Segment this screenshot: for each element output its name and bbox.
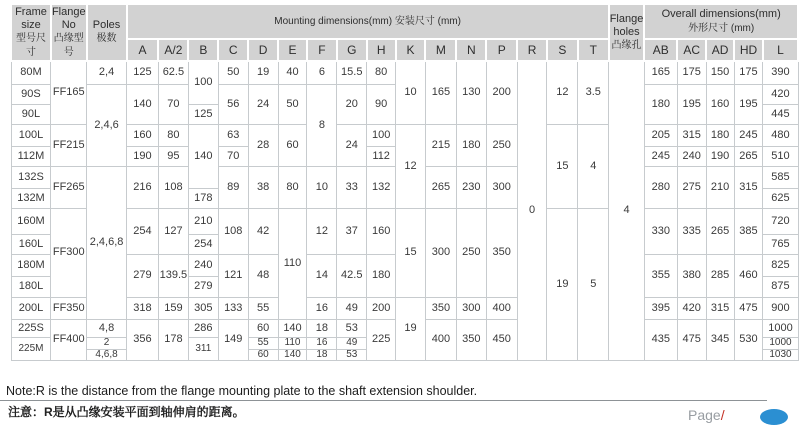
cell-frame: 132M: [11, 189, 51, 209]
col-header-frame-size-zh: 型号尺寸: [15, 33, 46, 58]
cell-E: 110: [278, 338, 307, 350]
cell-L: 825: [763, 255, 798, 277]
cell-frame: 80M: [11, 61, 51, 85]
col-header-ad: AD: [706, 39, 734, 60]
cell-HD: 460: [734, 255, 763, 298]
cell-HD: 265: [734, 147, 763, 167]
cell-AB: 165: [644, 61, 677, 85]
cell-L: 1000: [763, 338, 798, 350]
col-header-hd: HD: [734, 39, 763, 60]
cell-poles: 4,6,8: [87, 349, 127, 361]
dimension-table: [10, 3, 799, 361]
cell-C: 50: [218, 61, 248, 85]
col-header-s: S: [547, 39, 578, 60]
cell-N: 350: [456, 320, 486, 361]
cell-B: 140: [188, 125, 218, 189]
cell-D: 28: [248, 125, 278, 167]
cell-AD: 150: [706, 61, 734, 85]
cell-E: 110: [278, 209, 307, 320]
cell-flange: FF400: [51, 320, 87, 361]
cell-H: 160: [367, 209, 396, 255]
cell-flange: FF350: [51, 298, 87, 320]
page-slash: /: [720, 407, 725, 423]
cell-holes: 4: [609, 61, 645, 361]
cell-A: 279: [127, 255, 159, 298]
cell-frame: 180L: [11, 277, 51, 298]
cell-AC: 420: [677, 298, 706, 320]
cell-G: 49: [337, 338, 367, 350]
cell-A: 216: [127, 167, 159, 209]
cell-P: 250: [486, 125, 517, 167]
cell-poles: 2: [87, 338, 127, 350]
cell-AB: 180: [644, 85, 677, 125]
cell-B: 240: [188, 255, 218, 277]
cell-L: 585: [763, 167, 798, 189]
col-header-a: A: [127, 39, 159, 60]
col-header-a-2: A/2: [158, 39, 188, 60]
cell-F: 18: [307, 320, 337, 338]
cell-C: 149: [218, 320, 248, 361]
cell-B: 254: [188, 235, 218, 255]
cell-HD: 245: [734, 125, 763, 147]
cell-AD: 210: [706, 167, 734, 209]
cell-H: 100: [367, 125, 396, 147]
cell-A2: 139.5: [158, 255, 188, 298]
cell-R: 0: [517, 61, 547, 361]
table-row: [11, 209, 798, 235]
page-label: Page: [688, 407, 721, 423]
cell-L: 875: [763, 277, 798, 298]
cell-AC: 275: [677, 167, 706, 209]
cell-D: 60: [248, 349, 278, 361]
cell-HD: 175: [734, 61, 763, 85]
cell-A2: 80: [158, 125, 188, 147]
cell-K: 10: [396, 61, 426, 125]
cell-frame: 100L: [11, 125, 51, 147]
cell-C: 89: [218, 167, 248, 209]
col-header-f: F: [307, 39, 337, 60]
cell-M: 165: [425, 61, 456, 125]
cell-HD: 475: [734, 298, 763, 320]
cell-H: 180: [367, 255, 396, 298]
cell-A2: 62.5: [158, 61, 188, 85]
col-header-flange-holes-zh: 凸缘孔: [611, 39, 642, 51]
cell-T: 4: [578, 125, 609, 209]
cell-N: 230: [456, 167, 486, 209]
cell-frame: 225M: [11, 338, 51, 361]
col-header-l: L: [763, 39, 798, 60]
cell-B: 125: [188, 105, 218, 125]
col-header-b: B: [188, 39, 218, 60]
cell-G: 15.5: [337, 61, 367, 85]
cell-G: 37: [337, 209, 367, 255]
cell-AC: 240: [677, 147, 706, 167]
cell-poles: 2,4,6: [87, 85, 127, 167]
cell-B: 311: [188, 338, 218, 361]
table-row: [11, 61, 798, 85]
cell-frame: 132S: [11, 167, 51, 189]
col-header-t: T: [578, 39, 609, 60]
cell-F: 6: [307, 61, 337, 85]
col-header-h: H: [367, 39, 396, 60]
cell-AC: 335: [677, 209, 706, 255]
cell-F: 10: [307, 167, 337, 209]
cell-C: 70: [218, 147, 248, 167]
cell-K: 15: [396, 209, 426, 298]
cell-AC: 380: [677, 255, 706, 298]
cell-G: 53: [337, 349, 367, 361]
cell-A: 318: [127, 298, 159, 320]
cell-AB: 280: [644, 167, 677, 209]
cell-L: 510: [763, 147, 798, 167]
cell-E: 60: [278, 125, 307, 167]
cell-poles: 2,4,6,8: [87, 167, 127, 320]
cell-H: 200: [367, 298, 396, 320]
cell-H: 80: [367, 61, 396, 85]
cell-P: 300: [486, 167, 517, 209]
cell-P: 450: [486, 320, 517, 361]
cell-A: 140: [127, 85, 159, 125]
cell-A: 190: [127, 147, 159, 167]
cell-C: 133: [218, 298, 248, 320]
col-header-mounting-dimensions-zh: Mounting dimensions(mm) 安装尺寸 (mm): [274, 16, 461, 28]
cell-AD: 345: [706, 320, 734, 361]
col-header-d: D: [248, 39, 278, 60]
col-header-poles: Poles 极数: [87, 4, 127, 61]
cell-AC: 195: [677, 85, 706, 125]
cell-C: 121: [218, 255, 248, 298]
col-header-flange-no: Flange No 凸缘型号: [51, 4, 87, 61]
cell-A2: 159: [158, 298, 188, 320]
cell-G: 24: [337, 125, 367, 167]
cell-C: 56: [218, 85, 248, 125]
cell-AD: 285: [706, 255, 734, 298]
cell-frame: 112M: [11, 147, 51, 167]
cell-N: 300: [456, 298, 486, 320]
cell-C: 63: [218, 125, 248, 147]
cell-L: 480: [763, 125, 798, 147]
cell-K: 19: [396, 298, 426, 361]
cell-F: 18: [307, 349, 337, 361]
col-header-p: P: [486, 39, 517, 60]
col-header-overall-dimensions: Overall dimensions(mm) 外形尺寸 (mm): [644, 4, 798, 39]
cell-H: 90: [367, 85, 396, 125]
col-header-n: N: [456, 39, 486, 60]
cell-N: 180: [456, 125, 486, 167]
col-header-flange-holes: Flange holes 凸缘孔: [609, 4, 645, 61]
cell-A2: 70: [158, 85, 188, 125]
cell-M: 300: [425, 209, 456, 298]
cell-H: 225: [367, 320, 396, 361]
cell-B: 305: [188, 298, 218, 320]
cell-L: 765: [763, 235, 798, 255]
cell-E: 140: [278, 320, 307, 338]
cell-G: 20: [337, 85, 367, 125]
cell-D: 48: [248, 255, 278, 298]
cell-L: 1030: [763, 349, 798, 361]
cell-AD: 265: [706, 209, 734, 255]
cell-N: 250: [456, 209, 486, 298]
cell-D: 42: [248, 209, 278, 255]
cell-P: 350: [486, 209, 517, 298]
watermark-ellipse-icon: [760, 409, 788, 425]
cell-AB: 330: [644, 209, 677, 255]
table-row: [11, 125, 798, 147]
cell-A2: 178: [158, 320, 188, 361]
cell-A2: 108: [158, 167, 188, 209]
cell-flange: FF300: [51, 209, 87, 298]
col-header-m: M: [425, 39, 456, 60]
cell-C: 108: [218, 209, 248, 255]
cell-flange: FF165: [51, 61, 87, 125]
cell-B: 279: [188, 277, 218, 298]
cell-D: 55: [248, 298, 278, 320]
cell-P: 200: [486, 61, 517, 125]
cell-N: 130: [456, 61, 486, 125]
cell-poles: 2,4: [87, 61, 127, 85]
cell-poles: 4,8: [87, 320, 127, 338]
cell-H: 132: [367, 167, 396, 209]
cell-AB: 435: [644, 320, 677, 361]
cell-AC: 315: [677, 125, 706, 147]
cell-B: 100: [188, 61, 218, 105]
cell-D: 60: [248, 320, 278, 338]
cell-frame: 200L: [11, 298, 51, 320]
col-header-k: K: [396, 39, 426, 60]
cell-frame: 225S: [11, 320, 51, 338]
col-header-c: C: [218, 39, 248, 60]
cell-AD: 160: [706, 85, 734, 125]
cell-G: 42.5: [337, 255, 367, 298]
cell-L: 900: [763, 298, 798, 320]
cell-D: 38: [248, 167, 278, 209]
table-head: [11, 4, 798, 61]
cell-M: 350: [425, 298, 456, 320]
cell-F: 8: [307, 85, 337, 167]
cell-AB: 395: [644, 298, 677, 320]
cell-K: 12: [396, 125, 426, 209]
page-footer: [688, 407, 725, 423]
cell-frame: 180M: [11, 255, 51, 277]
cell-L: 445: [763, 105, 798, 125]
cell-AC: 475: [677, 320, 706, 361]
cell-L: 420: [763, 85, 798, 105]
col-header-frame-size: Frame size 型号尺寸: [11, 4, 51, 61]
divider-line: [0, 400, 767, 401]
cell-E: 80: [278, 167, 307, 209]
cell-HD: 315: [734, 167, 763, 209]
cell-AB: 355: [644, 255, 677, 298]
col-header-mounting-dimensions: [127, 4, 609, 39]
page: [0, 3, 799, 423]
cell-AB: 205: [644, 125, 677, 147]
col-header-ab: AB: [644, 39, 677, 60]
cell-F: 12: [307, 209, 337, 255]
col-header-e: E: [278, 39, 307, 60]
cell-HD: 385: [734, 209, 763, 255]
cell-L: 720: [763, 209, 798, 235]
cell-A: 125: [127, 61, 159, 85]
cell-M: 215: [425, 125, 456, 167]
col-header-r: R: [517, 39, 547, 60]
cell-flange: FF215: [51, 125, 87, 167]
cell-A2: 95: [158, 147, 188, 167]
col-header-poles-zh: 极数: [96, 33, 117, 45]
cell-T: 3.5: [578, 61, 609, 125]
cell-B: 286: [188, 320, 218, 338]
cell-frame: 160M: [11, 209, 51, 235]
cell-F: 16: [307, 298, 337, 320]
cell-P: 400: [486, 298, 517, 320]
cell-frame: 90L: [11, 105, 51, 125]
cell-M: 265: [425, 167, 456, 209]
cell-A2: 127: [158, 209, 188, 255]
note-chinese: 注意：R是从凸缘安装平面到轴伸肩的距离。: [8, 405, 245, 419]
cell-G: 33: [337, 167, 367, 209]
cell-flange: FF265: [51, 167, 87, 209]
cell-HD: 530: [734, 320, 763, 361]
cell-S: 19: [547, 209, 578, 361]
table-body: [11, 61, 798, 361]
cell-G: 49: [337, 298, 367, 320]
table-row: [11, 298, 798, 320]
cell-S: 15: [547, 125, 578, 209]
cell-D: 24: [248, 85, 278, 125]
cell-HD: 195: [734, 85, 763, 125]
cell-B: 178: [188, 189, 218, 209]
cell-H: 112: [367, 147, 396, 167]
cell-AD: 190: [706, 147, 734, 167]
cell-A: 160: [127, 125, 159, 147]
cell-G: 53: [337, 320, 367, 338]
cell-frame: 90S: [11, 85, 51, 105]
col-header-flange-no-zh: 凸缘型号: [53, 33, 84, 58]
cell-AD: 180: [706, 125, 734, 147]
cell-E: 50: [278, 85, 307, 125]
cell-A: 356: [127, 320, 159, 361]
cell-L: 1000: [763, 320, 798, 338]
cell-B: 210: [188, 209, 218, 235]
cell-L: 390: [763, 61, 798, 85]
cell-S: 12: [547, 61, 578, 125]
cell-frame: 160L: [11, 235, 51, 255]
cell-T: 5: [578, 209, 609, 361]
cell-AD: 315: [706, 298, 734, 320]
col-header-overall-dimensions-zh: 外形尺寸 (mm): [688, 22, 755, 34]
cell-F: 16: [307, 338, 337, 350]
cell-E: 40: [278, 61, 307, 85]
cell-E: 140: [278, 349, 307, 361]
cell-F: 14: [307, 255, 337, 298]
cell-D: 19: [248, 61, 278, 85]
cell-AC: 175: [677, 61, 706, 85]
col-header-g: G: [337, 39, 367, 60]
cell-L: 625: [763, 189, 798, 209]
note-english: Note:R is the distance from the flange mounting plate to the shaft extension shoulder.: [6, 384, 478, 398]
cell-M: 400: [425, 320, 456, 361]
cell-AB: 245: [644, 147, 677, 167]
cell-A: 254: [127, 209, 159, 255]
cell-D: 55: [248, 338, 278, 350]
col-header-ac: AC: [677, 39, 706, 60]
